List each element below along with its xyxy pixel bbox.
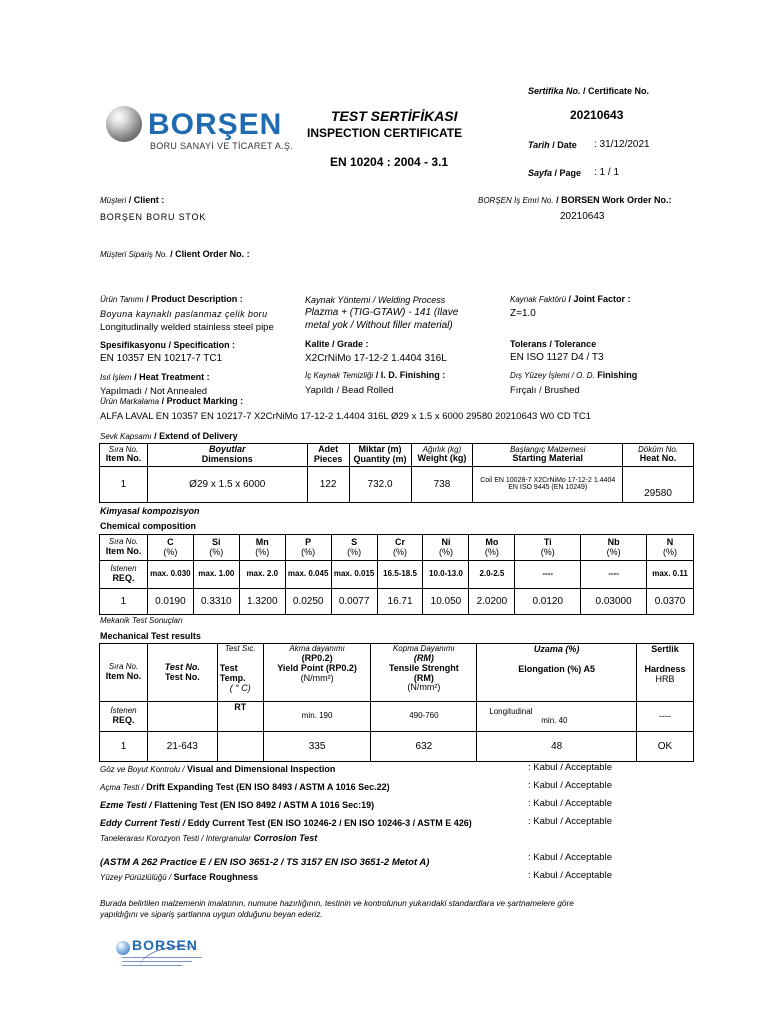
mechanical-table (99, 643, 694, 762)
stamp-wordmark: BORSEN (132, 937, 198, 953)
heat-treatment-value: Yapılmadı / Not Annealed (100, 386, 208, 397)
title-tr: TEST SERTİFİKASI (331, 108, 458, 124)
chem-req-mo: 2.0-2.5 (469, 561, 515, 589)
mechanical-value-row (100, 732, 694, 762)
chem-hdr-nb: Nb (%) (581, 535, 647, 561)
chem-val-p: 0.0250 (285, 589, 331, 615)
mech-tensile: 632 (371, 732, 477, 762)
client-value: BORŞEN BORU STOK (100, 212, 207, 222)
product-desc-en: Longitudinally welded stainless steel pipe (100, 322, 274, 333)
mech-hardness: OK (637, 732, 694, 762)
chem-val-s: 0.0077 (331, 589, 377, 615)
delivery-label: Sevk Kapsamı / Extend of Delivery (100, 431, 238, 441)
borsen-logo-mark (106, 106, 142, 142)
chem-val-ni: 10.050 (423, 589, 469, 615)
chem-hdr-s: S (%) (331, 535, 377, 561)
inspection-corrosion-result: : Kabul / Acceptable (528, 852, 612, 863)
marking-value: ALFA LAVAL EN 10357 EN 10217-7 X2CrNiMo 17-12-2 1.4404 316L Ø29 x 1.5 x 6000 29580 20210643 W0 CD TC1 (100, 411, 591, 422)
product-desc-tr: Boyuna kaynaklı paslanmaz çelik boru (100, 309, 268, 319)
date-label: Tarih / Date (528, 140, 577, 150)
chem-req-label: İstenen REQ. (100, 561, 148, 589)
delivery-item: 1 (100, 466, 148, 502)
id-finishing-value: Yapıldı / Bead Rolled (305, 385, 394, 396)
tolerance-label: Tolerans / Tolerance (510, 339, 597, 349)
chem-hdr-cr: Cr (%) (377, 535, 423, 561)
chem-val-si: 0.3310 (193, 589, 239, 615)
inspection-flattening-result: : Kabul / Acceptable (528, 798, 612, 809)
delivery-qty: 732.0 (349, 466, 411, 502)
chemical-req-row (100, 561, 694, 589)
mech-item: 1 (100, 732, 148, 762)
mech-req-temp: RT (217, 702, 263, 732)
inspection-eddy-result: : Kabul / Acceptable (528, 816, 612, 827)
chemical-label-en: Chemical composition (100, 521, 197, 531)
mech-hdr-temp: Test Sıc. Test Temp. ( ° C) (217, 644, 263, 702)
delivery-hdr-dimensions: Boyutlar Dimensions (147, 444, 307, 467)
mech-hdr-tensile: Kopma Dayanımı (RM) Tensile Strenght (RM) (N/mm²) (371, 644, 477, 702)
borsen-logo-subtitle: BORU SANAYİ VE TİCARET A.Ş. (150, 141, 294, 151)
joint-factor-label: Kaynak Faktörü / Joint Factor : (510, 294, 631, 304)
mech-req-tensile: 490-760 (371, 702, 477, 732)
chem-hdr-ti: Ti (%) (515, 535, 581, 561)
marking-label: Ürün Markalama / Product Marking : (100, 396, 244, 406)
stamp-logo-icon (116, 941, 130, 955)
delivery-heat: 29580 (623, 466, 694, 502)
inspection-corrosion-standards: (ASTM A 262 Practice E / EN ISO 3651-2 / TS 3157 EN ISO 3651-2 Metot A) (100, 857, 430, 868)
delivery-weight: 738 (411, 466, 473, 502)
chem-hdr-si: Si (%) (193, 535, 239, 561)
chemical-header-row (100, 535, 694, 561)
chem-val-nb: 0.03000 (581, 589, 647, 615)
spec-label: Spesifikasyonu / Specification : (100, 340, 236, 350)
mech-hdr-testno: Test No. Test No. (147, 644, 217, 702)
grade-value: X2CrNiMo 17-12-2 1.4404 316L (305, 353, 447, 364)
chem-req-s: max. 0.015 (331, 561, 377, 589)
inspection-flattening: Ezme Testi / Flattening Test (EN ISO 8492 / ASTM A 1016 Sec:19) (100, 800, 375, 810)
chem-req-nb: ---- (581, 561, 647, 589)
weld-process-value-1: Plazma + (TIG-GTAW) - 141 (Ilave (305, 307, 459, 318)
mechanical-label-en: Mechanical Test results (100, 631, 201, 641)
heat-treatment-label: Isıl İşlem / Heat Treatment : (100, 372, 210, 382)
mech-testno: 21-643 (147, 732, 217, 762)
mech-req-elongation: Longitudinal min. 40 (477, 702, 637, 732)
inspection-eddy: Eddy Current Testi / Eddy Current Test (EN ISO 10246-2 / EN ISO 10246-3 / ASTM E 426) (100, 818, 472, 828)
mech-req-hardness: ---- (637, 702, 694, 732)
mechanical-label-tr: Mekanik Test Sonuçları (100, 616, 183, 625)
delivery-hdr-item: Sıra No. Item No. (100, 444, 148, 467)
chem-val-c: 0.0190 (147, 589, 193, 615)
mech-req-testno (147, 702, 217, 732)
inspection-roughness-result: : Kabul / Acceptable (528, 870, 612, 881)
chem-val-cr: 16.71 (377, 589, 423, 615)
chem-val-mo: 2.0200 (469, 589, 515, 615)
joint-factor-value: Z=1.0 (510, 308, 536, 319)
chem-hdr-item: Sıra No. Item No. (100, 535, 148, 561)
chem-req-n: max. 0.11 (647, 561, 694, 589)
company-stamp (100, 935, 210, 975)
inspection-drift-result: : Kabul / Acceptable (528, 780, 612, 791)
delivery-hdr-pieces: Adet Pieces (307, 444, 349, 467)
chem-hdr-ni: Ni (%) (423, 535, 469, 561)
title-en: INSPECTION CERTIFICATE (307, 126, 463, 140)
chem-req-si: max. 1.00 (193, 561, 239, 589)
chem-hdr-n: N (%) (647, 535, 694, 561)
chem-hdr-p: P (%) (285, 535, 331, 561)
product-desc-label: Ürün Tanımı / Product Description : (100, 294, 243, 304)
chem-req-c: max. 0.030 (147, 561, 193, 589)
delivery-dim: Ø29 x 1.5 x 6000 (147, 466, 307, 502)
mech-hdr-yield: Akma dayanımı (RP0.2) Yield Point (RP0.2) (N/mm²) (263, 644, 371, 702)
mech-req-label: İstenen REQ. (100, 702, 148, 732)
chemical-table (99, 534, 694, 615)
inspection-visual-result: : Kabul / Acceptable (528, 762, 612, 773)
chem-hdr-c: C (%) (147, 535, 193, 561)
chem-val-ti: 0.0120 (515, 589, 581, 615)
standard-ref: EN 10204 : 2004 - 3.1 (330, 155, 449, 169)
chem-val-n: 0.0370 (647, 589, 694, 615)
chem-item: 1 (100, 589, 148, 615)
page-label: Sayfa / Page (528, 168, 582, 178)
chem-req-cr: 16.5-18.5 (377, 561, 423, 589)
delivery-hdr-heat: Döküm No. Heat No. (623, 444, 694, 467)
delivery-header-row (100, 444, 694, 467)
delivery-hdr-weight: Ağırlık (kg) Weight (kg) (411, 444, 473, 467)
chem-hdr-mo: Mo (%) (469, 535, 515, 561)
weld-process-value-2: metal yok / Without filler material) (305, 320, 453, 331)
mech-hdr-hardness: Sertlik Hardness HRB (637, 644, 694, 702)
od-finishing-label: Dış Yüzey İşlemi / O. D. Finishing (510, 370, 638, 380)
chemical-label-tr: Kimyasal kompozisyon (100, 506, 200, 516)
mechanical-header-row (100, 644, 694, 702)
delivery-hdr-quantity: Miktar (m) Quantity (m) (349, 444, 411, 467)
mechanical-req-row (100, 702, 694, 732)
chem-req-ni: 10.0-13.0 (423, 561, 469, 589)
date-value: : 31/12/2021 (594, 139, 650, 150)
cert-no-label: Sertifika No. / Certificate No. (528, 86, 650, 96)
chem-req-p: max. 0.045 (285, 561, 331, 589)
inspection-roughness: Yüzey Pürüzlülüğü / Surface Roughness (100, 872, 259, 882)
mech-elongation: 48 (477, 732, 637, 762)
mech-hdr-item: Sıra No. Item No. (100, 644, 148, 702)
inspection-corrosion: Tanelerarası Korozyon Testi / Intergranular Corrosion Test (100, 833, 318, 843)
inspection-visual: Göz ve Boyut Kontrolu / Visual and Dimensional Inspection (100, 764, 336, 774)
delivery-pieces: 122 (307, 466, 349, 502)
od-finishing-value: Fırçalı / Brushed (510, 385, 580, 396)
work-order-value: 20210643 (560, 211, 605, 222)
spec-value: EN 10357 EN 10217-7 TC1 (100, 353, 223, 364)
cert-no-value: 20210643 (570, 108, 624, 122)
client-label: Müşteri / Client : (100, 195, 165, 205)
borsen-logo-wordmark: BORŞEN (148, 108, 283, 141)
tolerance-value: EN ISO 1127 D4 / T3 (510, 352, 604, 363)
mech-req-yield: min. 190 (263, 702, 371, 732)
inspection-drift: Açma Testi / Drift Expanding Test (EN ISO 8493 / ASTM A 1016 Sec.22) (100, 782, 390, 792)
delivery-row (100, 466, 694, 502)
mech-yield: 335 (263, 732, 371, 762)
chem-req-ti: ---- (515, 561, 581, 589)
delivery-material: Coil EN 10028-7 X2CrNiMo 17-12-2 1.4404 EN ISO 9445 (EN 10249) (473, 466, 623, 502)
client-order-label: Müşteri Sipariş No. / Client Order No. : (100, 249, 250, 259)
mech-hdr-elongation: Uzama (%) Elongation (%) A5 (477, 644, 637, 702)
chemical-value-row (100, 589, 694, 615)
chem-hdr-mn: Mn (%) (239, 535, 285, 561)
id-finishing-label: İç Kaynak Temizliği / I. D. Finishing : (305, 370, 446, 380)
delivery-hdr-material: Başlangıç Malzemesi Starting Material (473, 444, 623, 467)
declaration-line-1: Burada belirtilen malzemenin imalatının, numune hazırlığının, testinin ve kontrolunun yukarıdaki standardlara ve şartnamelere göre (100, 899, 574, 908)
work-order-label: BORŞEN İş Emri No. / BORSEN Work Order No.: (478, 195, 672, 205)
grade-label: Kalite / Grade : (305, 339, 369, 349)
declaration-line-2: yapıldığını ve sipariş şartlanna uygun olduğunu beyan ederiz. (100, 910, 323, 919)
chem-val-mn: 1.3200 (239, 589, 285, 615)
delivery-table (99, 443, 694, 503)
page-value: : 1 / 1 (594, 167, 620, 178)
chem-req-mn: max. 2.0 (239, 561, 285, 589)
weld-process-label: Kaynak Yöntemi / Welding Process (305, 295, 446, 305)
mech-temp (217, 732, 263, 762)
